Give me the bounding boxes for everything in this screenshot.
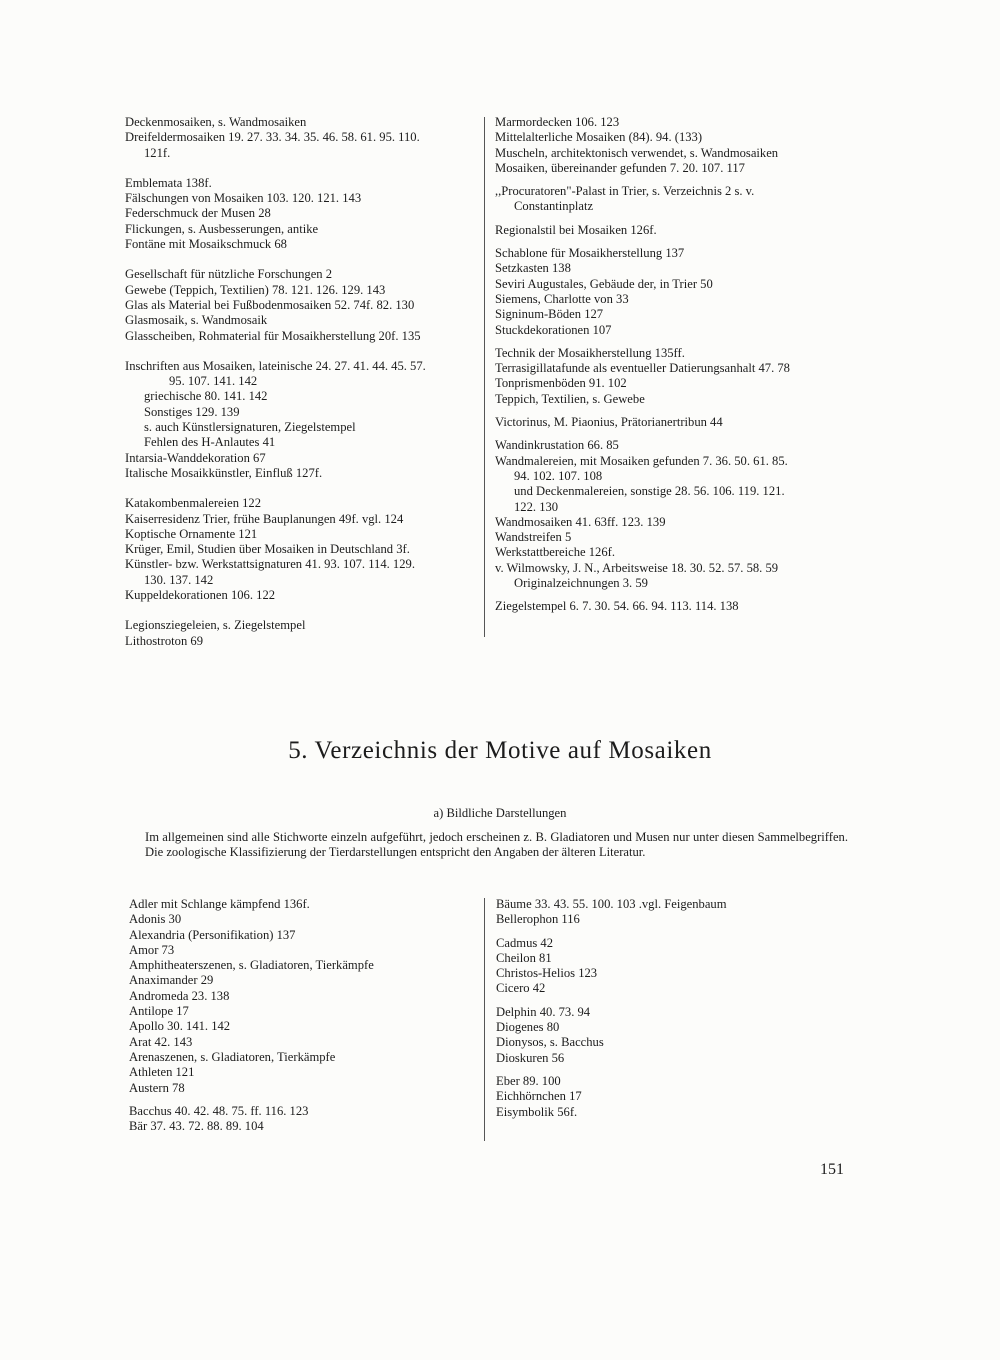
- index-entry: Wandstreifen 5: [495, 530, 572, 545]
- index-entry: ,,Procuratoren"-Palast in Trier, s. Verzeichnis 2 s. v.: [495, 184, 755, 199]
- index-entry: Ziegelstempel 6. 7. 30. 54. 66. 94. 113. 114. 138: [495, 599, 739, 614]
- spacer: [495, 407, 851, 415]
- index-entry: Christos-Helios 123: [496, 966, 598, 981]
- spacer: [495, 430, 851, 438]
- index-entry: Gesellschaft für nützliche Forschungen 2: [125, 267, 333, 282]
- index-entry: Victorinus, M. Piaonius, Prätorianertribun 44: [495, 415, 723, 430]
- section-subtitle: a) Bildliche Darstellungen: [433, 806, 567, 820]
- index-entry: Seviri Augustales, Gebäude der, in Trier 50: [495, 276, 713, 291]
- index-entry: Muscheln, architektonisch verwendet, s. Wandmosaiken: [495, 145, 779, 160]
- index-entry: Andromeda 23. 138: [129, 988, 230, 1003]
- index-entry: Eichhörnchen 17: [496, 1089, 582, 1104]
- index-entry: Wandmosaiken 41. 63ff. 123. 139: [495, 514, 666, 529]
- index-column-right-top: [495, 115, 851, 615]
- index-entry: Kaiserresidenz Trier, frühe Bauplanungen 49f. vgl. 124: [125, 511, 404, 526]
- index-entry: Dreifeldermosaiken 19. 27. 33. 34. 35. 46. 58. 61. 95. 110.: [125, 130, 420, 145]
- intro-text: Im allgemeinen sind alle Stichworte einzeln aufgeführt, jedoch erscheinen z. B. Gladiatoren und Musen nur unter diesen Sammelbegriffen. Die zoologische Klassifizierung der Tierdarstellungen entspricht den Angaben der älteren Literatur.: [145, 830, 848, 860]
- index-entry: Bär 37. 43. 72. 88. 89. 104: [129, 1119, 264, 1134]
- index-entry: Adler mit Schlange kämpfend 136f.: [129, 897, 310, 911]
- spacer: [125, 161, 477, 176]
- index-entry: Alexandria (Personifikation) 137: [129, 927, 296, 942]
- spacer: [496, 1066, 852, 1074]
- spacer: [496, 928, 852, 936]
- index-entry: Legionsziegeleien, s. Ziegelstempel: [125, 618, 306, 633]
- index-entry: Glas als Material bei Fußbodenmosaiken 52. 74f. 82. 130: [125, 297, 415, 312]
- index-subentry: Fehlen des H-Anlautes 41: [144, 435, 276, 450]
- index-subentry: griechische 80. 141. 142: [144, 389, 268, 404]
- index-entry: Signinum-Böden 127: [495, 307, 604, 322]
- spacer: [496, 997, 852, 1005]
- index-column-left-bottom: [129, 897, 469, 1134]
- index-entry: Amphitheaterszenen, s. Gladiatoren, Tierkämpfe: [129, 958, 374, 973]
- index-entry: Regionalstil bei Mosaiken 126f.: [495, 222, 657, 237]
- index-subentry: 95. 107. 141. 142: [169, 374, 258, 389]
- index-entry: Terrasigillatafunde als eventueller Datierungsanhalt 47. 78: [495, 361, 790, 376]
- index-entry: Diogenes 80: [496, 1020, 560, 1035]
- index-entry: Mosaiken, übereinander gefunden 7. 20. 107. 117: [495, 160, 745, 175]
- index-entry: Siemens, Charlotte von 33: [495, 291, 629, 306]
- section-title: 5. Verzeichnis der Motive auf Mosaiken: [288, 737, 712, 764]
- index-subentry: 94. 102. 107. 108: [514, 468, 603, 483]
- index-entry: Anaximander 29: [129, 973, 214, 988]
- index-entry: Federschmuck der Musen 28: [125, 206, 271, 221]
- index-entry: Setzkasten 138: [495, 261, 571, 276]
- index-entry: Arat 42. 143: [129, 1034, 193, 1049]
- spacer: [129, 1096, 469, 1104]
- index-entry: Stuckdekorationen 107: [495, 322, 612, 337]
- spacer: [495, 215, 851, 223]
- index-entry: Koptische Ornamente 121: [125, 526, 258, 541]
- intro-paragraph: [145, 830, 848, 861]
- index-entry: Künstler- bzw. Werkstattsignaturen 41. 93. 107. 114. 129.: [125, 557, 415, 572]
- index-entry: Technik der Mosaikherstellung 135ff.: [495, 345, 685, 360]
- index-subentry: 122. 130: [514, 499, 559, 514]
- column-divider-bottom: [484, 898, 485, 1141]
- index-entry: Deckenmosaiken, s. Wandmosaiken: [125, 115, 307, 129]
- page-number: 151: [820, 1161, 844, 1178]
- index-subentry: s. auch Künstlersignaturen, Ziegelstempel: [144, 420, 356, 435]
- index-entry: Emblemata 138f.: [125, 175, 212, 190]
- index-entry: Fontäne mit Mosaikschmuck 68: [125, 237, 287, 252]
- index-entry: Teppich, Textilien, s. Gewebe: [495, 391, 645, 406]
- index-entry: Bacchus 40. 42. 48. 75. ff. 116. 123: [129, 1103, 309, 1118]
- index-entry: Katakombenmalereien 122: [125, 496, 262, 511]
- index-entry: Gewebe (Teppich, Textilien) 78. 121. 126. 129. 143: [125, 282, 386, 297]
- spacer: [125, 603, 477, 618]
- index-entry: Schablone für Mosaikherstellung 137: [495, 246, 685, 261]
- index-column-left-top: [125, 115, 477, 649]
- index-entry: Antilope 17: [129, 1004, 189, 1019]
- index-subentry: und Deckenmalereien, sonstige 28. 56. 106. 119. 121.: [514, 484, 785, 499]
- index-entry: Lithostroton 69: [125, 633, 204, 648]
- column-divider-top: [484, 117, 485, 637]
- spacer: [125, 344, 477, 359]
- index-entry: v. Wilmowsky, J. N., Arbeitsweise 18. 30. 52. 57. 58. 59: [495, 560, 779, 575]
- index-entry: Tonprismenböden 91. 102: [495, 376, 627, 391]
- index-entry: Italische Mosaikkünstler, Einfluß 127f.: [125, 465, 323, 480]
- index-subentry: Constantinplatz: [514, 199, 594, 214]
- index-entry: Cicero 42: [496, 981, 546, 996]
- index-entry: Eisymbolik 56f.: [496, 1104, 578, 1119]
- index-subentry: Sonstiges 129. 139: [144, 404, 240, 419]
- index-entry: Amor 73: [129, 942, 175, 957]
- index-entry: Cheilon 81: [496, 950, 552, 965]
- index-entry: Cadmus 42: [496, 935, 554, 950]
- index-entry: Dioskuren 56: [496, 1050, 565, 1065]
- index-entry: Flickungen, s. Ausbesserungen, antike: [125, 221, 319, 236]
- index-entry: Bäume 33. 43. 55. 100. 103 .vgl. Feigenbaum: [496, 897, 727, 911]
- index-entry: Delphin 40. 73. 94: [496, 1004, 591, 1019]
- index-entry: Athleten 121: [129, 1065, 195, 1080]
- spacer: [495, 176, 851, 184]
- index-subentry: Originalzeichnungen 3. 59: [514, 576, 648, 591]
- index-entry: Mittelalterliche Mosaiken (84). 94. (133): [495, 130, 703, 145]
- index-entry: Intarsia-Wanddekoration 67: [125, 450, 266, 465]
- index-column-right-bottom: [496, 897, 852, 1120]
- spacer: [125, 252, 477, 267]
- index-entry: Marmordecken 106. 123: [495, 115, 620, 129]
- index-subentry: 130. 137. 142: [144, 572, 214, 587]
- index-entry: Glasscheiben, Rohmaterial für Mosaikherstellung 20f. 135: [125, 328, 421, 343]
- index-entry: Eber 89. 100: [496, 1073, 561, 1088]
- index-entry: Fälschungen von Mosaiken 103. 120. 121. 143: [125, 191, 362, 206]
- spacer: [495, 338, 851, 346]
- spacer: [495, 238, 851, 246]
- index-entry: Inschriften aus Mosaiken, lateinische 24. 27. 41. 44. 45. 57.: [125, 358, 426, 373]
- spacer: [125, 481, 477, 496]
- spacer: [495, 591, 851, 599]
- index-entry: Austern 78: [129, 1080, 185, 1095]
- index-entry: Kuppeldekorationen 106. 122: [125, 588, 276, 603]
- index-entry: Werkstattbereiche 126f.: [495, 545, 615, 560]
- index-entry: Wandmalereien, mit Mosaiken gefunden 7. 36. 50. 61. 85.: [495, 453, 788, 468]
- index-entry: Arenaszenen, s. Gladiatoren, Tierkämpfe: [129, 1049, 336, 1064]
- index-entry: Krüger, Emil, Studien über Mosaiken in Deutschland 3f.: [125, 542, 410, 557]
- index-entry: Apollo 30. 141. 142: [129, 1019, 231, 1034]
- index-entry: Adonis 30: [129, 912, 182, 927]
- index-entry: Glasmosaik, s. Wandmosaik: [125, 313, 268, 328]
- index-entry: Dionysos, s. Bacchus: [496, 1035, 604, 1050]
- index-entry: Wandinkrustation 66. 85: [495, 438, 619, 453]
- index-entry: Bellerophon 116: [496, 912, 580, 927]
- index-subentry: 121f.: [144, 145, 171, 160]
